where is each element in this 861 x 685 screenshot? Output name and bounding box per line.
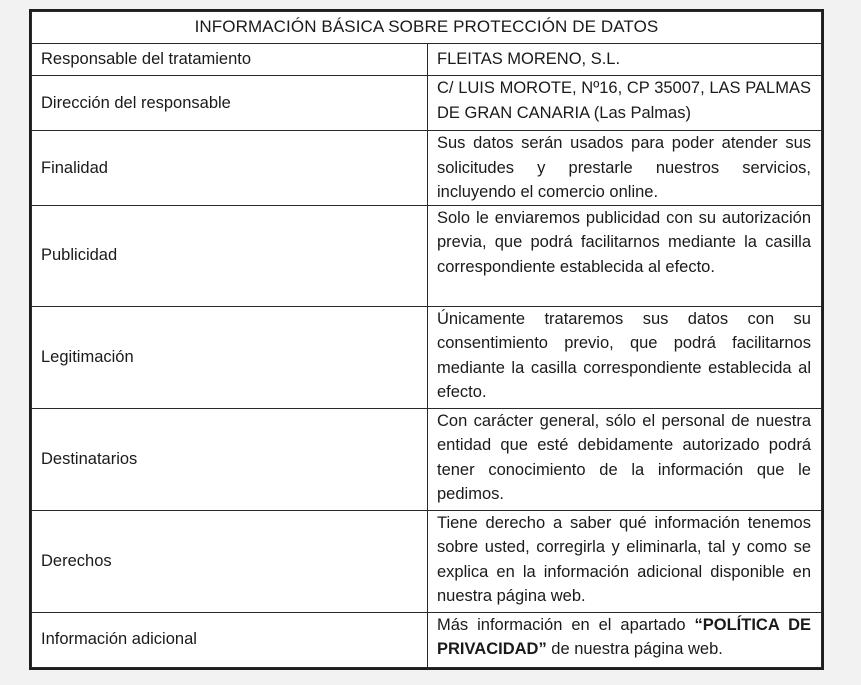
table-row-legitimacion — [32, 306, 822, 408]
row-value: C/ LUIS MOROTE, Nº16, CP 35007, LAS PALMAS DE GRAN CANARIA (Las Palmas) — [428, 76, 822, 131]
row-label: Dirección del responsable — [32, 76, 428, 131]
table-title: INFORMACIÓN BÁSICA SOBRE PROTECCIÓN DE DATOS — [32, 12, 822, 44]
value-suffix: de nuestra página web. — [546, 640, 723, 658]
row-value: Sus datos serán usados para poder atender sus solicitudes y prestarle nuestros servicios, incluyendo el comercio online. — [428, 131, 822, 206]
row-value: Únicamente trataremos sus datos con su consentimiento previo, que podrá facilitarnos mediante la casilla correspondiente establecida al efecto. — [428, 306, 822, 408]
table-row-informacion-adicional — [32, 612, 822, 667]
table-row-finalidad — [32, 131, 822, 206]
data-protection-table — [31, 11, 822, 668]
row-value: Con carácter general, sólo el personal de nuestra entidad que esté debidamente autorizado podrá tener conocimiento de la información que le pedimos. — [428, 408, 822, 510]
table-row-destinatarios — [32, 408, 822, 510]
table-row-derechos — [32, 510, 822, 612]
privacy-policy-reference: “POLÍTICA DE PRIVACIDAD” — [437, 615, 811, 658]
row-label: Finalidad — [32, 131, 428, 206]
table-row-publicidad — [32, 205, 822, 306]
row-label: Responsable del tratamiento — [32, 44, 428, 76]
value-prefix: Más información en el apartado — [437, 615, 695, 634]
row-value: Solo le enviaremos publicidad con su autorización previa, que podrá facilitarnos mediante la casilla correspondiente establecida al efecto. — [428, 205, 822, 306]
row-value: FLEITAS MORENO, S.L. — [428, 44, 822, 76]
row-label: Destinatarios — [32, 408, 428, 510]
row-value: Tiene derecho a saber qué información tenemos sobre usted, corregirla y eliminarla, tal y como se explica en la información adicional disponible en nuestra página web. — [428, 510, 822, 612]
row-label: Derechos — [32, 510, 428, 612]
data-protection-table-container — [29, 9, 824, 670]
row-value — [428, 612, 822, 667]
row-label: Legitimación — [32, 306, 428, 408]
row-label: Publicidad — [32, 205, 428, 306]
table-row-responsable — [32, 44, 822, 76]
table-row-direccion — [32, 76, 822, 131]
row-label: Información adicional — [32, 612, 428, 667]
